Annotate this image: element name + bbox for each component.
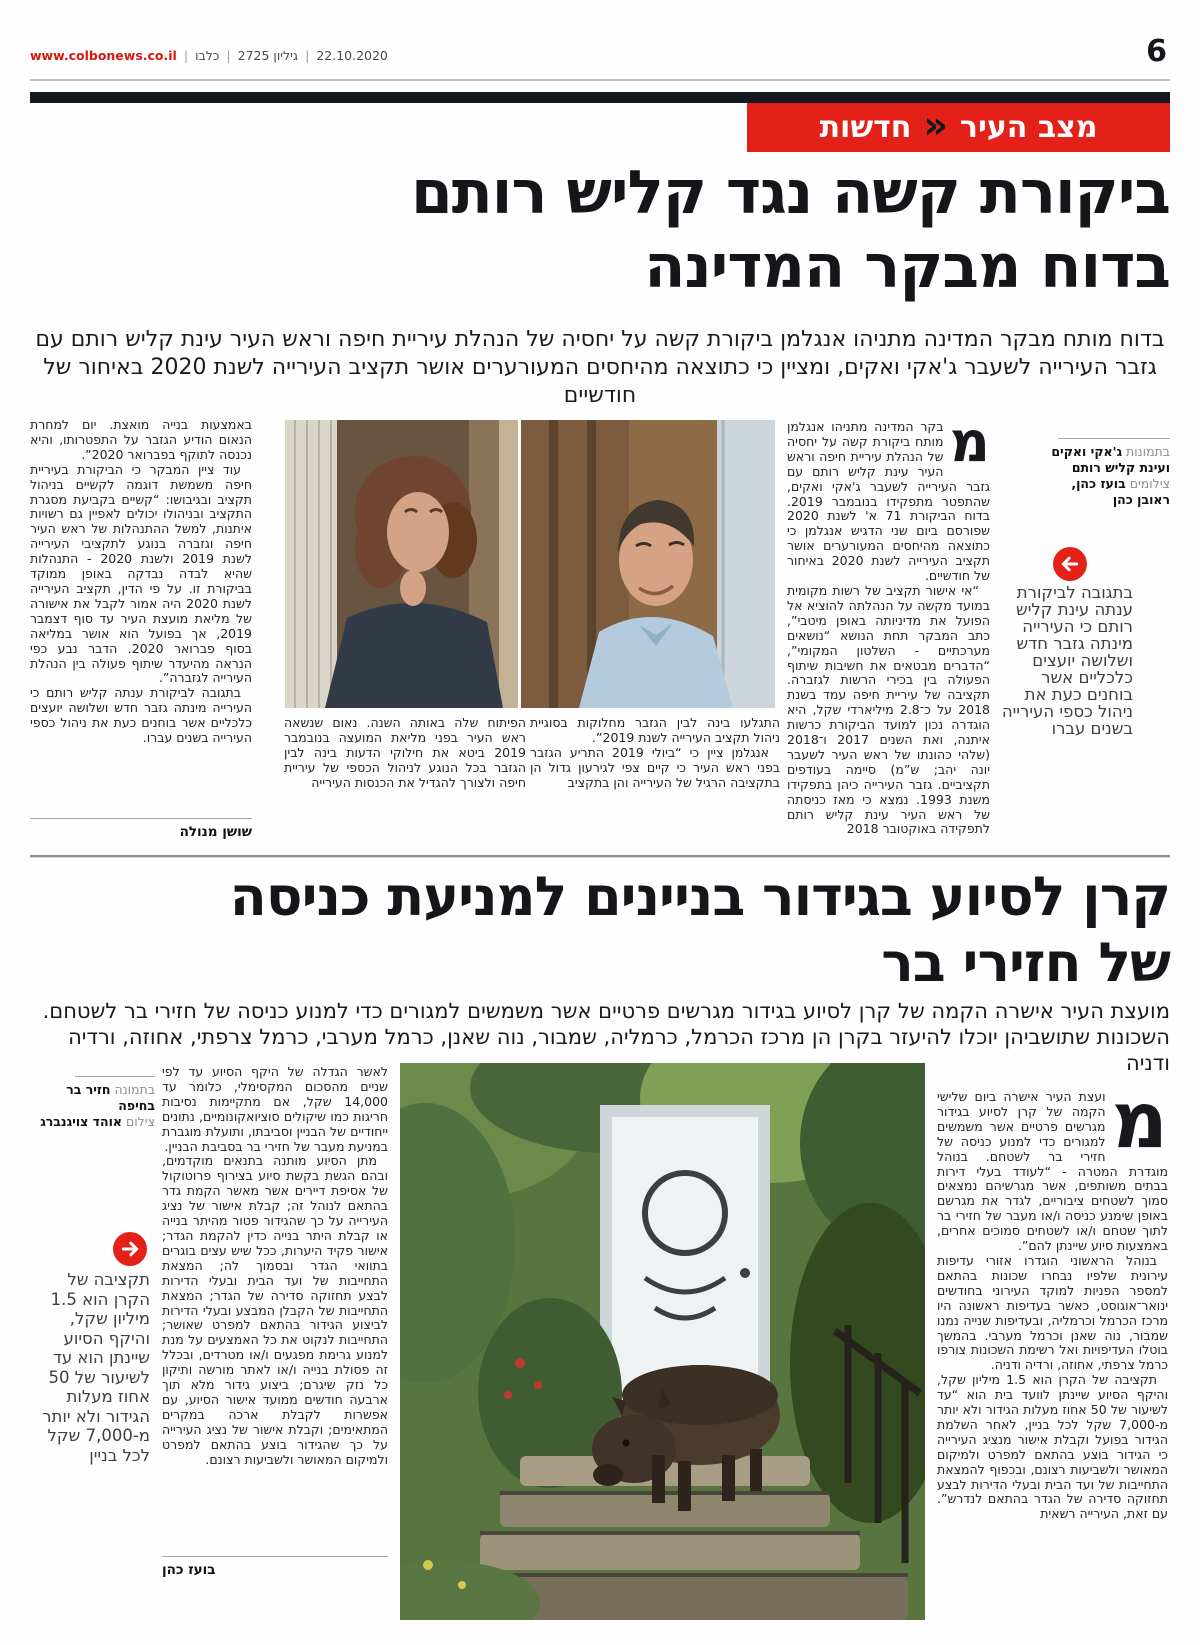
caption-names: ג'אקי ואקים ועינת קליש רותם (1051, 444, 1170, 475)
wild-boar-illustration (400, 1063, 925, 1620)
paragraph: אנגלמן ציין כי “ביולי 2019 התריע הגזבר בפני ראש העיר כי קיים צפי לגירעון גדול הן בתקציבה הרגיל של העירייה והן בתקציב (530, 744, 780, 790)
article1-column-4 (30, 418, 252, 814)
paragraph: התגלעו בינה לבין הגזבר מחלוקות בסוגיית ניהול תקציב העירייה לשנת 2019”. (530, 716, 780, 745)
header-black-bar (30, 92, 1170, 103)
article2-right-column (937, 1090, 1168, 1622)
headline-line: של חזירי בר (881, 931, 1170, 994)
paragraph: “אי אישור תקציב של רשות מקומית במועד מקשה על הנהלתה להוציא אל הפועל את מדיניותה באופן מיטבי”, כתב המבקר תחת הנושא “נושאים מערכתיים - השלטון המקומי”, “הדברים מבטאים את חשיבות שיתוף הפעולה בין בכירי הרשות לגזברה. תקציבה של עיריית חיפה עמד בשנת 2018 על כ־2.8 מיליארדי שקל, היא הוגדרה נכון למועד הביקורת כרשות איתנה, ואת השנים 2017 ו־2018 (שלהי כהונתו של ראש העיר לשעבר יונה יהב; ש”מ) סיימה בעודפים תקציביים. גזבר העירייה כיהן בתפקידו משנת 1993. נמצא כי מאז כניסתה של ראש העיר עינת קליש רותם לתפקידה באוקטובר 2018 (787, 582, 990, 837)
article2-subhead: מועצת העיר אישרה הקמה של קרן לסיוע בגידור מגרשים פרטיים אשר משמשים למגורים כדי למנוע כניסה של חזירי בר לשטחם. השכונות שתושביהן יוכלו להיעזר בקרן הן מרכז הכרמל, כרמליה, שמבור, נוה שאנן, כרמל מערבי, כרמל צרפתי, אחוזה, ורדיה ודניה (42, 999, 1170, 1075)
pullquote-marker (1053, 547, 1087, 581)
article2-byline: בועז כהן (162, 1562, 216, 1578)
paragraph: עוד ציין המבקר כי הביקורת בעיריית חיפה משמשת דוגמה לקשיים בניהול תקציב ובגיבושו: “קשיים בקביעת מסגרת התקציב ובניהולו יכולים לאפיין גם רשויות איתנות, למשל ההתנהלות של ראש העיר חיפה וגזברה בנוגע לתקציבי העירייה לשנת 2019 ולשנת 2020 - התנהלות שהיא לבדה נבדקה באופן ממוקד בביקורת זו. על פי הדין, תקציב העירייה לשנת 2020 היה אמור לקבל את אישורה של מליאת מועצת העיר עד סוף דצמבר 2019, אך בפועל הוא אושר במליאה בסוף פברואר 2020. הדבר נבע כפי הנראה מהיעדר שיתוף פעולה בין הנהלת העירייה לגזברה”. (30, 461, 252, 686)
paragraph-text: ועצת העיר אישרה ביום שלישי הקמה של קרן לסיוע בגידור מגרשים פרטיים אשר משמשים למגורים כדי למנוע כניסה של חזירי בר לשטחם. בנוהל מוגדרת המטרה - “לעודד בעלי דירות בבתים משותפים, אשר מגרשיהם נמצאים סמוך לשטחים ציבוריים, לגדר את מגרשם באופן שימנע כניסה ו/או מעבר של חזירי בר לתוך שטחם ו/או לשטחים סמוכים אחרים, באמצעות סיוע שיינתן להם”. (937, 1090, 1168, 1254)
article2-left-column (162, 1065, 388, 1553)
article-divider (30, 855, 1170, 858)
banner-title: מצב העיר (959, 109, 1098, 145)
caption-names: חזיר בר בחיפה (66, 1082, 155, 1113)
paper-name: כלבו (195, 48, 220, 63)
separator: | (183, 48, 189, 63)
article1-photo-caption (1048, 444, 1170, 508)
caption-rule (75, 1076, 155, 1077)
credit-prefix: צילומים (1129, 476, 1170, 491)
issue-number: גיליון 2725 (237, 48, 299, 63)
caption-rule (1058, 438, 1170, 439)
arrow-left-icon (1060, 554, 1080, 574)
caption-prefix: בתמונה (114, 1082, 155, 1097)
paragraph: באמצעות בנייה מואצת. יום למחרת הנאום הודיע הגזבר על התפטרותו, והיא נכנסה לתוקף בפברואר 2020”. (30, 418, 252, 462)
paragraph (937, 1090, 1168, 1254)
article2-photo-caption (40, 1082, 155, 1130)
issue-date: 22.10.2020 (316, 48, 388, 63)
section-banner (747, 103, 1170, 152)
photo-jacky-vakim (521, 420, 775, 708)
chevron-icon: « (923, 103, 948, 148)
arrow-right-icon (120, 1239, 140, 1259)
headline-line: קרן לסיוע בגידור בניינים למניעת כניסה (229, 865, 1170, 928)
byline-rule (30, 818, 252, 819)
article1-subhead: בדוח מותח מבקר המדינה מתניהו אנגלמן ביקורת קשה על יחסיה של הנהלת עיריית חיפה וראש העיר עינת קליש רותם עם גזבר העירייה לשעבר ג'אקי ואקים, ומציין כי כתוצאה מהיחסים המעורערים אושר תקציב העירייה לשנת 2020 באיחור של חודשיים (35, 327, 1165, 408)
article1-pullquote: בתגובה לביקורת ענתה עינת קליש רותם כי העירייה מינתה גזבר חדש ושלושה יועצים כלכליים אשר בוחנים כעת את ניהול כספי העירייה בשנים עברו (1001, 583, 1133, 738)
byline-rule (162, 1556, 388, 1557)
drop-cap: מ (949, 420, 990, 475)
article1-column-3 (284, 716, 526, 844)
photo-wild-boar (400, 1063, 925, 1620)
paragraph: לאשר הגדלה של היקף הסיוע עד לפי שניים מהסכום המקסימלי, כלומר עד 14,000 שקל, אם מתקיימות נסיבות חריגות כמו שיקולים סוציואקונומיים, נתונים ייחודיים של הבניין וסביבתו, ותועלת מוגברת במניעת מעבר של חזירי בר בסביבת הבניין. (162, 1065, 388, 1154)
man-portrait-illustration (521, 420, 775, 708)
separator: | (226, 48, 231, 63)
pullquote-marker (113, 1232, 147, 1266)
headline-line: ביקורת קשה נגד קליש רותם (411, 158, 1170, 228)
site-url: www.colbonews.co.il (30, 48, 177, 63)
paragraph: תקציבה של הקרן הוא 1.5 מיליון שקל, והיקף הסיוע שיינתן לוועד בית הוא “עד לשיעור של 50 אחוז מעלות הגידור ולא יותר מ-7,000 שקל לכל בניין, לאחר השלמת הגידור בפועל וקבלת אישור מנציג העירייה כי הגידור בוצע בהתאם למפרט ולמיקום המאושר ולשביעות רצונם, ובכפוף להמצאת התחייבות של ועד הבית ובעלי הדירות לבצע תחזוקה סדירה של הגדר בהתאם לנדרש”. עם זאת, העירייה רשאית (937, 1372, 1168, 1522)
separator: | (305, 48, 310, 63)
photo-einat-kalisch-rotem (285, 420, 518, 708)
page-number: 6 (1146, 34, 1167, 69)
paragraph: בתגובה לביקורת ענתה קליש רותם כי העירייה מינתה גזבר חדש ושלושה יועצים כלכליים אשר בוחנים כעת את ניהול כספי העירייה בשנים עברו. (30, 685, 252, 746)
banner-section: חדשות (819, 109, 912, 145)
paragraph-text: בקר המדינה מתניהו אנגלמן מותח ביקורת קשה על יחסיה של הנהלת עיריית חיפה וראש העיר עינת קליש רותם עם גזבר העירייה לשעבר ג'אקי ואקים, שהתפטר מתפקידו בנובמבר 2019. בדוח הביקורת 71 א' לשנת 2020 שפורסם ביום שני הדגיש אנגלמן כי כתוצאה מהיחסים המעורערים אושר תקציב העירייה לשנת 2020 באיחור של חודשיים. (787, 420, 990, 584)
article1-column-1 (787, 420, 990, 840)
article2-headline (30, 864, 1170, 996)
header-rule (30, 79, 1170, 81)
masthead (30, 48, 388, 63)
paragraph: בנוהל הראשוני הוגדרו אזורי עדיפות עירונית שלפיו נבחרו שכונות בהתאם למספר הפניות למוקד העירוני בחודשים ינואר־אוגוסט, כאשר בעדיפות ראשונה היו מרכז הכרמל וכרמליה, ובעדיפות שנייה נמנו שמבור, נוה שאנן וכרמל מערבי. בהמשך בוטלו העדיפויות ואל רשימת השכונות צורפו כרמל צרפתי, אחוזה, ורדיה ודניה. (937, 1252, 1168, 1373)
article1-byline: שושן מנולה (179, 824, 252, 840)
article1-column-2 (530, 716, 780, 844)
paragraph: מתן הסיוע מותנה בתנאים מוקדמים, ובהם הגשת בקשת סיוע בצירוף פרוטוקול של אסיפת דיירים אשר מאשר הקמת גדר בהתאם לנוהל זה; קבלת אישור של נציג העירייה על כך שהגידור פטור מהיתר בנייה או קבלת היתר בנייה כדין להקמת הגדר; אישור פקיד היערות, ככל שיש עצים בוגרים בתוואי הגדר ובסמוך לה; המצאת התחייבות של ועד הבית ובעלי הדירות לבצע תחזוקה סדירה של הגדר; המצאת התחייבות של הקבלן המבצע ובעלי הדירות לביצוע הגידור בהתאם למפרט שאושר; התחייבות לנקוט את כל האמצעים על מנת למנוע גרימת מפגעים ו/או מטרדים, ובכלל זה פסולת בנייה ו/או לאתר מורשה ותיקון כל נזק שיגרם; ביצוע גידור מלא תוך ארבעה חודשים ממועד אישור הסיוע, עם אפשרות לקבלת ארכה במקרים המתאימים; וקבלת אישור של נציג העירייה על כך שהגידור בוצע בהתאם למפרט ולמיקום המאושר ולשביעות רצונם. (162, 1153, 388, 1467)
credit-names: בועז כהן, ראובן כהן (1071, 476, 1170, 507)
woman-portrait-illustration (285, 420, 518, 708)
article1-headline (30, 156, 1170, 304)
article2-pullquote: תקציבה של הקרן הוא 1.5 מיליון שקל, והיקף הסיוע שיינתן הוא עד לשיעור של 50 אחוז מעלות הגידור ולא יותר מ-7,000 שקל לכל בניין (42, 1270, 150, 1465)
credit-prefix: צילום (125, 1114, 155, 1129)
caption-prefix: בתמונות (1126, 444, 1170, 459)
paragraph: הפיתוח שלה באותה השנה. נאום שנשאה ראש העיר בפני מליאת המועצה בנובמבר 2019 ביטא את חילוקי הדעות בינה לבין הגזבר בכל הנוגע לניהול הכספי של עיריית חיפה ולצורך להגדיל את הכנסות העירייה (284, 716, 526, 790)
drop-cap: מ (1111, 1090, 1168, 1166)
paragraph (787, 420, 990, 584)
headline-line: בדוח מבקר המדינה (644, 232, 1170, 302)
credit-names: אוהד צויגנברג (40, 1114, 122, 1129)
